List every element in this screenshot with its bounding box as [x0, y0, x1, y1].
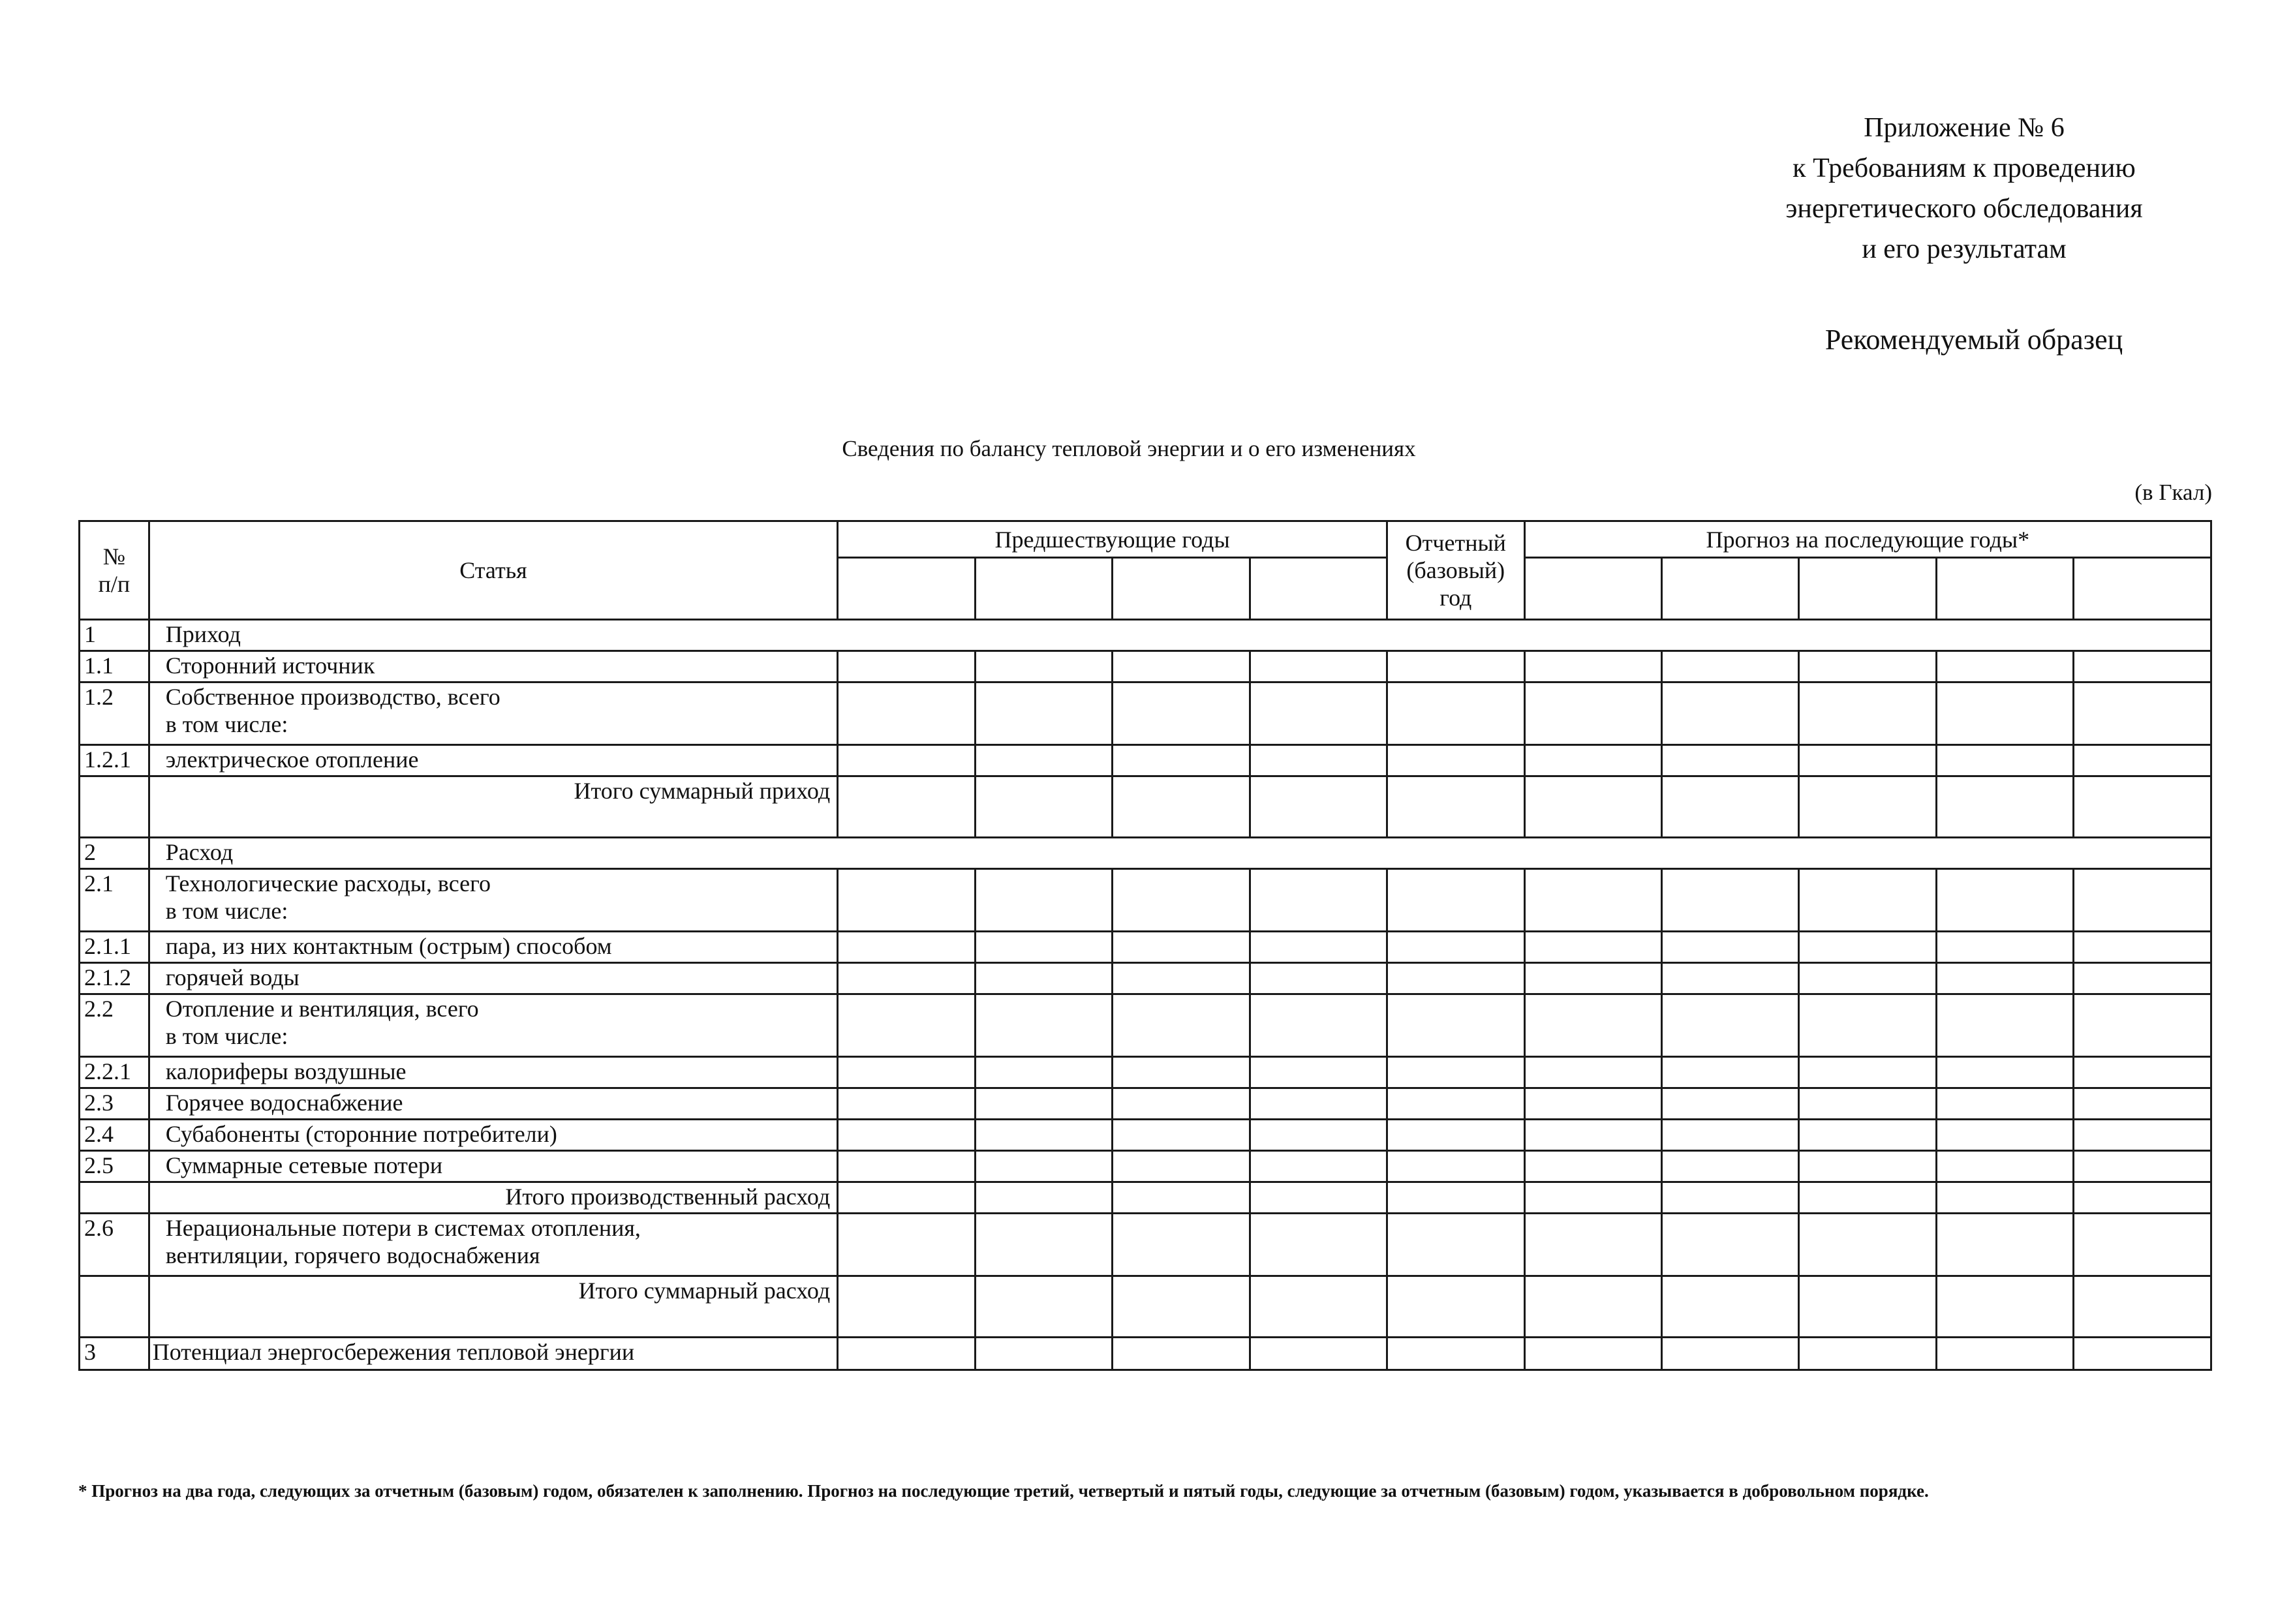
value-cell[interactable] — [1662, 869, 1799, 932]
value-cell[interactable] — [1387, 869, 1524, 932]
appendix-header-line: Приложение № 6 — [1864, 113, 2065, 143]
value-cell[interactable] — [1387, 1120, 1524, 1151]
value-cell[interactable] — [1662, 932, 1799, 963]
value-cell[interactable] — [2074, 1214, 2211, 1276]
value-cell[interactable] — [1799, 1057, 1936, 1088]
row-article-text: Субабоненты (сторонние потребители) — [165, 1121, 557, 1147]
header-forecast-year-cell — [2074, 558, 2211, 620]
row-article — [149, 1057, 837, 1088]
row-number: 1.2.1 — [80, 745, 149, 776]
value-cell[interactable] — [1524, 745, 1661, 776]
row-article-text: горячей воды — [165, 964, 300, 990]
row-article-text: Расход — [165, 839, 234, 865]
table-row — [80, 1120, 2211, 1151]
value-cell[interactable] — [1250, 745, 1387, 776]
value-cell[interactable] — [838, 932, 975, 963]
value-cell[interactable] — [1113, 932, 1250, 963]
value-cell[interactable] — [1662, 1088, 1799, 1120]
row-article-text: Нерациональные потери в системах отопления, — [165, 1215, 641, 1241]
value-cell[interactable] — [975, 776, 1112, 838]
value-cell[interactable] — [2074, 682, 2211, 745]
table-row — [80, 963, 2211, 994]
value-cell[interactable] — [1799, 776, 1936, 838]
row-number: 2.3 — [80, 1088, 149, 1120]
header-forecast-year-cell — [1799, 558, 1936, 620]
value-cell[interactable] — [1799, 682, 1936, 745]
value-cell[interactable] — [975, 869, 1112, 932]
value-cell[interactable] — [1250, 1151, 1387, 1182]
row-article-text: Потенциал энергосбережения тепловой энергии — [152, 1339, 635, 1365]
value-cell[interactable] — [1250, 963, 1387, 994]
row-number: 3 — [80, 1338, 149, 1370]
value-cell[interactable] — [1387, 1057, 1524, 1088]
row-article — [149, 1338, 837, 1370]
value-cell[interactable] — [1936, 1338, 2073, 1370]
value-cell[interactable] — [838, 1182, 975, 1214]
value-cell[interactable] — [2074, 1120, 2211, 1151]
value-cell[interactable] — [2074, 869, 2211, 932]
sample-label: Рекомендуемый образец — [1824, 324, 2123, 356]
value-cell[interactable] — [1799, 745, 1936, 776]
footnote: * Прогноз на два года, следующих за отчетным (базовым) годом, обязателен к заполнению. Прогноз на последующие третий, четвертый и пятый годы, следующие за отчетным (базовым) годом, указывается в добровольном порядке. — [78, 1481, 1929, 1501]
value-cell[interactable] — [1936, 994, 2073, 1057]
value-cell[interactable] — [1113, 651, 1250, 682]
row-article-text: Сторонний источник — [165, 652, 375, 679]
value-cell[interactable] — [1936, 1151, 2073, 1182]
header-num-line2: п/п — [98, 571, 131, 597]
value-cell[interactable] — [1387, 932, 1524, 963]
row-number — [80, 776, 149, 838]
value-cell[interactable] — [838, 963, 975, 994]
value-cell[interactable] — [1936, 869, 2073, 932]
value-cell[interactable] — [975, 1214, 1112, 1276]
row-article — [149, 869, 837, 932]
value-cell[interactable] — [975, 1057, 1112, 1088]
row-article-text-2: в том числе: — [165, 898, 288, 924]
value-cell[interactable] — [1799, 1182, 1936, 1214]
value-cell[interactable] — [1113, 1151, 1250, 1182]
value-cell[interactable] — [1524, 651, 1661, 682]
value-cell[interactable] — [2074, 963, 2211, 994]
value-cell[interactable] — [1250, 1214, 1387, 1276]
value-cell[interactable] — [2074, 1088, 2211, 1120]
value-cell[interactable] — [1113, 1120, 1250, 1151]
value-cell[interactable] — [1524, 1120, 1661, 1151]
row-article-text: Суммарные сетевые потери — [165, 1152, 443, 1178]
value-cell[interactable] — [1662, 1182, 1799, 1214]
value-cell[interactable] — [1387, 1276, 1524, 1338]
value-cell[interactable] — [1250, 776, 1387, 838]
value-cell[interactable] — [975, 651, 1112, 682]
value-cell[interactable] — [1387, 1182, 1524, 1214]
table-row — [80, 932, 2211, 963]
value-cell[interactable] — [1387, 651, 1524, 682]
row-article — [149, 1276, 837, 1338]
value-cell[interactable] — [1387, 1151, 1524, 1182]
value-cell[interactable] — [2074, 932, 2211, 963]
value-cell[interactable] — [1662, 1338, 1799, 1370]
value-cell[interactable] — [1936, 745, 2073, 776]
value-cell[interactable] — [1799, 869, 1936, 932]
row-number: 1.2 — [80, 682, 149, 745]
value-cell[interactable] — [1250, 1088, 1387, 1120]
value-cell[interactable] — [2074, 1182, 2211, 1214]
value-cell[interactable] — [1524, 1151, 1661, 1182]
value-cell[interactable] — [1936, 963, 2073, 994]
value-cell[interactable] — [1799, 994, 1936, 1057]
value-cell[interactable] — [1113, 1057, 1250, 1088]
value-cell[interactable] — [1662, 1151, 1799, 1182]
value-cell[interactable] — [838, 1120, 975, 1151]
row-number: 1.1 — [80, 651, 149, 682]
total-row — [80, 1276, 2211, 1338]
value-cell[interactable] — [838, 1057, 975, 1088]
table-row — [80, 745, 2211, 776]
row-article — [149, 776, 837, 838]
header-num-line1: № — [102, 544, 126, 570]
value-cell[interactable] — [1113, 682, 1250, 745]
row-article — [149, 963, 837, 994]
value-cell[interactable] — [1936, 651, 2073, 682]
value-cell[interactable] — [1387, 963, 1524, 994]
value-cell[interactable] — [838, 682, 975, 745]
value-cell[interactable] — [1799, 1214, 1936, 1276]
value-cell[interactable] — [838, 1214, 975, 1276]
row-article — [149, 620, 2211, 651]
value-cell[interactable] — [1524, 1088, 1661, 1120]
appendix-header — [1710, 108, 2219, 269]
value-cell[interactable] — [2074, 1276, 2211, 1338]
value-cell[interactable] — [1250, 1276, 1387, 1338]
header-reporting-line3: год — [1439, 585, 1472, 611]
value-cell[interactable] — [1387, 682, 1524, 745]
value-cell[interactable] — [1936, 1088, 2073, 1120]
value-cell[interactable] — [1662, 1057, 1799, 1088]
header-forecast: Прогноз на последующие годы* — [1524, 521, 2211, 558]
table-row — [80, 1151, 2211, 1182]
total-row — [80, 1182, 2211, 1214]
value-cell[interactable] — [1250, 1057, 1387, 1088]
value-cell[interactable] — [1113, 963, 1250, 994]
row-number: 2.2 — [80, 994, 149, 1057]
value-cell[interactable] — [1524, 994, 1661, 1057]
value-cell[interactable] — [1662, 1120, 1799, 1151]
value-cell[interactable] — [838, 776, 975, 838]
header-prev-year-cell — [838, 558, 975, 620]
row-article-text: Отопление и вентиляция, всего — [165, 996, 479, 1022]
row-number — [80, 1276, 149, 1338]
value-cell[interactable] — [1524, 1338, 1661, 1370]
table-row — [80, 994, 2211, 1057]
header-forecast-year-cell — [1662, 558, 1799, 620]
row-article-text-2: в том числе: — [165, 1023, 288, 1049]
value-cell[interactable] — [1250, 994, 1387, 1057]
value-cell[interactable] — [1387, 994, 1524, 1057]
value-cell[interactable] — [838, 1276, 975, 1338]
value-cell[interactable] — [2074, 745, 2211, 776]
section-row — [80, 838, 2211, 869]
units-label: (в Гкал) — [2134, 480, 2212, 505]
value-cell[interactable] — [1250, 1182, 1387, 1214]
value-cell[interactable] — [1113, 869, 1250, 932]
value-cell[interactable] — [975, 1120, 1112, 1151]
value-cell[interactable] — [1387, 745, 1524, 776]
table-row — [80, 1214, 2211, 1276]
row-article — [149, 838, 2211, 869]
row-number: 2.4 — [80, 1120, 149, 1151]
row-article-text: Итого производственный расход — [505, 1184, 831, 1210]
value-cell[interactable] — [975, 1276, 1112, 1338]
value-cell[interactable] — [2074, 994, 2211, 1057]
heat-balance-table — [78, 520, 2212, 1371]
row-article — [149, 1120, 837, 1151]
header-reporting-year — [1387, 521, 1524, 620]
value-cell[interactable] — [1524, 682, 1661, 745]
value-cell[interactable] — [1936, 1120, 2073, 1151]
value-cell[interactable] — [1524, 1057, 1661, 1088]
value-cell[interactable] — [1524, 869, 1661, 932]
value-cell[interactable] — [1799, 1120, 1936, 1151]
table-row — [80, 869, 2211, 932]
value-cell[interactable] — [1662, 651, 1799, 682]
value-cell[interactable] — [1113, 745, 1250, 776]
section-row — [80, 620, 2211, 651]
table-row — [80, 1338, 2211, 1370]
value-cell[interactable] — [1524, 1182, 1661, 1214]
value-cell[interactable] — [1936, 1276, 2073, 1338]
table-row — [80, 1057, 2211, 1088]
total-row — [80, 776, 2211, 838]
value-cell[interactable] — [1662, 776, 1799, 838]
value-cell[interactable] — [1113, 994, 1250, 1057]
value-cell[interactable] — [1524, 1214, 1661, 1276]
table-row — [80, 651, 2211, 682]
value-cell[interactable] — [1799, 1338, 1936, 1370]
header-article: Статья — [149, 521, 837, 620]
appendix-header-line: и его результатам — [1862, 234, 2067, 264]
row-article-text-2: в том числе: — [165, 711, 288, 737]
value-cell[interactable] — [1662, 1214, 1799, 1276]
row-article — [149, 994, 837, 1057]
table-body — [80, 620, 2211, 1370]
header-reporting-line2: (базовый) — [1406, 557, 1505, 583]
value-cell[interactable] — [1662, 994, 1799, 1057]
value-cell[interactable] — [975, 1338, 1112, 1370]
value-cell[interactable] — [1662, 745, 1799, 776]
value-cell[interactable] — [1250, 869, 1387, 932]
row-number: 2.6 — [80, 1214, 149, 1276]
value-cell[interactable] — [1250, 682, 1387, 745]
value-cell[interactable] — [838, 745, 975, 776]
row-article — [149, 1151, 837, 1182]
value-cell[interactable] — [2074, 1057, 2211, 1088]
header-prev-year-cell — [1113, 558, 1250, 620]
row-article-text: электрическое отопление — [165, 746, 419, 773]
row-number: 2.1 — [80, 869, 149, 932]
row-article-text: пара, из них контактным (острым) способом — [165, 933, 612, 959]
row-article — [149, 1214, 837, 1276]
row-article — [149, 1088, 837, 1120]
value-cell[interactable] — [2074, 1338, 2211, 1370]
value-cell[interactable] — [975, 994, 1112, 1057]
value-cell[interactable] — [1936, 1182, 2073, 1214]
row-article-text-2: вентиляции, горячего водоснабжения — [165, 1242, 540, 1268]
value-cell[interactable] — [2074, 776, 2211, 838]
header-previous-years: Предшествующие годы — [838, 521, 1387, 558]
value-cell[interactable] — [1113, 1182, 1250, 1214]
value-cell[interactable] — [975, 1151, 1112, 1182]
value-cell[interactable] — [838, 994, 975, 1057]
row-article-text: калориферы воздушные — [165, 1058, 407, 1084]
header-num — [80, 521, 149, 620]
value-cell[interactable] — [1113, 1088, 1250, 1120]
row-number: 2.5 — [80, 1151, 149, 1182]
value-cell[interactable] — [1799, 963, 1936, 994]
value-cell[interactable] — [1799, 651, 1936, 682]
row-article-text: Технологические расходы, всего — [165, 870, 491, 896]
value-cell[interactable] — [1113, 776, 1250, 838]
row-article-text: Собственное производство, всего — [165, 684, 500, 710]
value-cell[interactable] — [1524, 932, 1661, 963]
header-forecast-year-cell — [1936, 558, 2073, 620]
value-cell[interactable] — [1936, 682, 2073, 745]
value-cell[interactable] — [1250, 1338, 1387, 1370]
header-prev-year-cell — [1250, 558, 1387, 620]
header-row-top — [80, 521, 2211, 558]
value-cell[interactable] — [1524, 963, 1661, 994]
value-cell[interactable] — [1662, 1276, 1799, 1338]
value-cell[interactable] — [975, 1182, 1112, 1214]
row-number — [80, 1182, 149, 1214]
table-row — [80, 1088, 2211, 1120]
value-cell[interactable] — [2074, 1151, 2211, 1182]
value-cell[interactable] — [975, 932, 1112, 963]
value-cell[interactable] — [975, 963, 1112, 994]
value-cell[interactable] — [1387, 1214, 1524, 1276]
value-cell[interactable] — [1936, 1057, 2073, 1088]
row-article-text: Горячее водоснабжение — [165, 1090, 403, 1116]
value-cell[interactable] — [1113, 1214, 1250, 1276]
value-cell[interactable] — [1936, 932, 2073, 963]
value-cell[interactable] — [1662, 963, 1799, 994]
value-cell[interactable] — [1250, 932, 1387, 963]
row-article — [149, 932, 837, 963]
row-number: 2 — [80, 838, 149, 869]
row-article — [149, 682, 837, 745]
value-cell[interactable] — [838, 1088, 975, 1120]
value-cell[interactable] — [1524, 776, 1661, 838]
value-cell[interactable] — [975, 1088, 1112, 1120]
value-cell[interactable] — [838, 1338, 975, 1370]
value-cell[interactable] — [838, 651, 975, 682]
value-cell[interactable] — [1524, 1276, 1661, 1338]
row-number: 2.1.1 — [80, 932, 149, 963]
value-cell[interactable] — [1799, 1088, 1936, 1120]
row-article-text: Итого суммарный приход — [574, 778, 831, 804]
value-cell[interactable] — [2074, 651, 2211, 682]
header-prev-year-cell — [975, 558, 1112, 620]
row-number: 2.1.2 — [80, 963, 149, 994]
value-cell[interactable] — [1250, 1120, 1387, 1151]
value-cell[interactable] — [1387, 1338, 1524, 1370]
value-cell[interactable] — [1662, 682, 1799, 745]
table-title: Сведения по балансу тепловой энергии и о его изменениях — [842, 436, 1416, 461]
value-cell[interactable] — [1113, 1338, 1250, 1370]
table-row — [80, 682, 2211, 745]
value-cell[interactable] — [838, 869, 975, 932]
value-cell[interactable] — [975, 745, 1112, 776]
row-number: 1 — [80, 620, 149, 651]
value-cell[interactable] — [1799, 1151, 1936, 1182]
value-cell[interactable] — [1113, 1276, 1250, 1338]
row-article — [149, 745, 837, 776]
value-cell[interactable] — [1387, 1088, 1524, 1120]
value-cell[interactable] — [1936, 1214, 2073, 1276]
value-cell[interactable] — [1936, 776, 2073, 838]
value-cell[interactable] — [1387, 776, 1524, 838]
value-cell[interactable] — [1250, 651, 1387, 682]
row-article — [149, 651, 837, 682]
header-reporting-line1: Отчетный — [1405, 530, 1506, 556]
appendix-header-line: энергетического обследования — [1785, 194, 2143, 224]
row-number: 2.2.1 — [80, 1057, 149, 1088]
header-forecast-year-cell — [1524, 558, 1661, 620]
value-cell[interactable] — [1799, 932, 1936, 963]
row-article-text: Приход — [165, 621, 241, 647]
value-cell[interactable] — [838, 1151, 975, 1182]
appendix-header-line: к Требованиям к проведению — [1793, 153, 2136, 183]
value-cell[interactable] — [975, 682, 1112, 745]
row-article — [149, 1182, 837, 1214]
value-cell[interactable] — [1799, 1276, 1936, 1338]
row-article-text: Итого суммарный расход — [578, 1278, 831, 1304]
